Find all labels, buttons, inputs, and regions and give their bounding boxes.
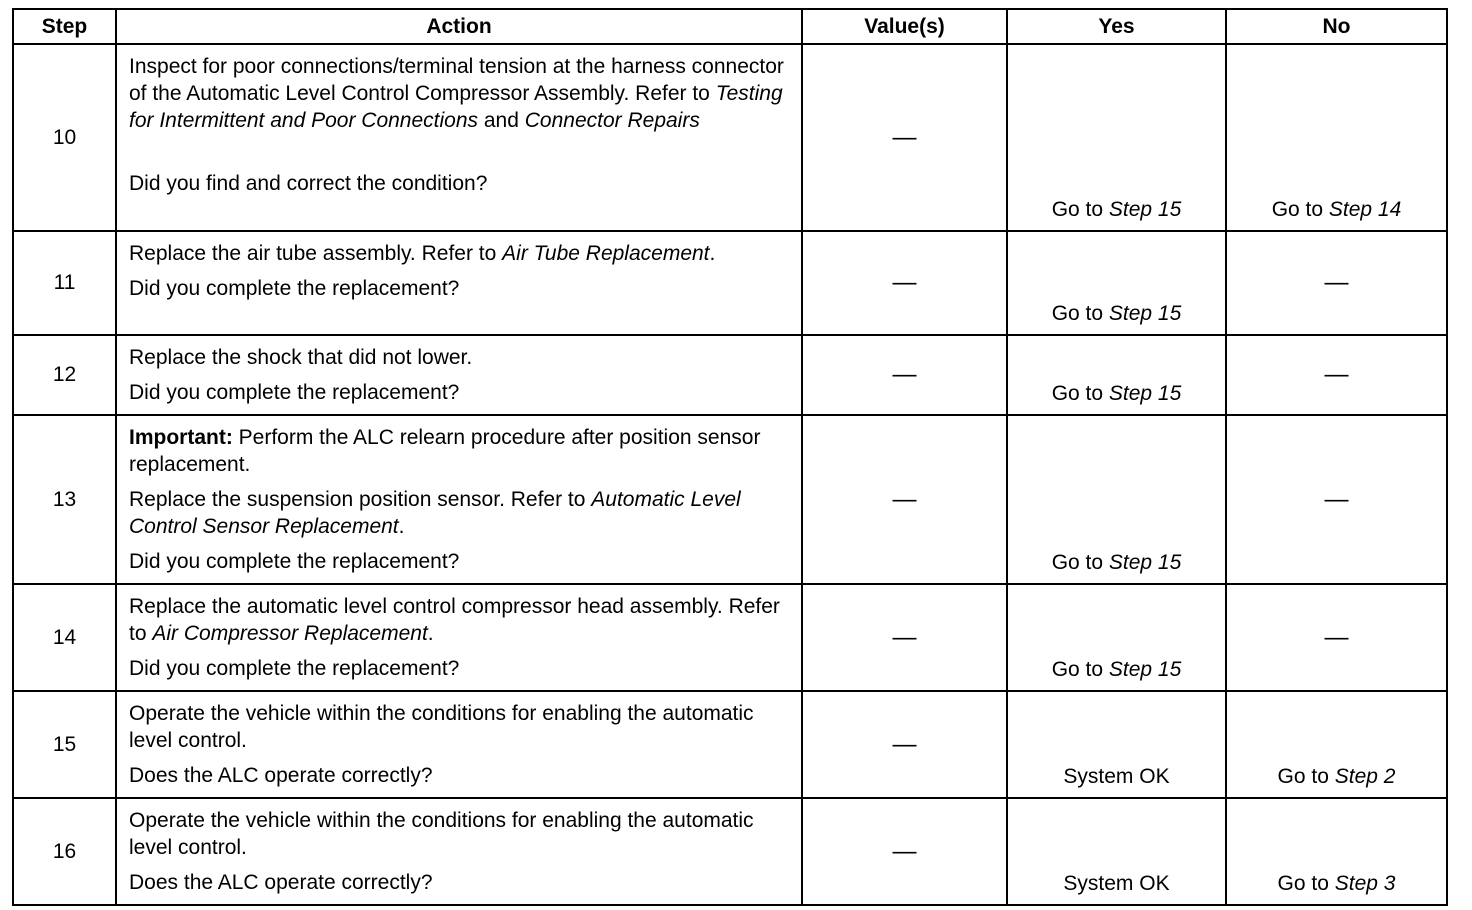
question-text: Did you complete the replacement? bbox=[129, 550, 460, 573]
action-cell bbox=[116, 415, 802, 584]
value-cell: — bbox=[802, 798, 1007, 905]
step-number: 13 bbox=[13, 415, 116, 584]
action-cell bbox=[116, 584, 802, 691]
header-no: No bbox=[1226, 9, 1447, 44]
step-number: 14 bbox=[13, 584, 116, 691]
action-cell bbox=[116, 691, 802, 798]
table-row bbox=[13, 335, 1447, 415]
value-cell: — bbox=[802, 335, 1007, 415]
no-cell: — bbox=[1226, 584, 1447, 691]
action-cell bbox=[116, 335, 802, 415]
yes-cell: Go to Step 15 bbox=[1007, 44, 1226, 231]
header-step: Step bbox=[13, 9, 116, 44]
question-text: Does the ALC operate correctly? bbox=[129, 871, 433, 894]
action-text: Operate the vehicle within the conditions for enabling the automatic level control. bbox=[129, 702, 754, 752]
header-row bbox=[13, 9, 1447, 44]
no-cell: Go to Step 14 bbox=[1226, 44, 1447, 231]
reference-link: Testing for Intermittent and Poor Connections bbox=[129, 82, 783, 132]
action-cell bbox=[116, 44, 802, 231]
action-text: Replace the automatic level control compressor head assembly. Refer to Air Compressor Replacement. bbox=[129, 595, 780, 645]
question-text: Did you complete the replacement? bbox=[129, 657, 460, 680]
important-label: Important: bbox=[129, 426, 233, 449]
yes-cell: Go to Step 15 bbox=[1007, 584, 1226, 691]
diagnostic-table bbox=[12, 8, 1448, 906]
question-text: Does the ALC operate correctly? bbox=[129, 764, 433, 787]
yes-cell: Go to Step 15 bbox=[1007, 335, 1226, 415]
header-action: Action bbox=[116, 9, 802, 44]
step-number: 15 bbox=[13, 691, 116, 798]
yes-cell: System OK bbox=[1007, 798, 1226, 905]
no-cell: Go to Step 3 bbox=[1226, 798, 1447, 905]
value-cell: — bbox=[802, 584, 1007, 691]
header-yes: Yes bbox=[1007, 9, 1226, 44]
action-cell bbox=[116, 231, 802, 335]
header-values: Value(s) bbox=[802, 9, 1007, 44]
table-row bbox=[13, 231, 1447, 335]
reference-link: Automatic Level Control Sensor Replacement bbox=[129, 488, 741, 538]
question-text: Did you find and correct the condition? bbox=[129, 172, 488, 195]
question-text: Did you complete the replacement? bbox=[129, 277, 460, 300]
no-cell: Go to Step 2 bbox=[1226, 691, 1447, 798]
step-number: 11 bbox=[13, 231, 116, 335]
action-cell bbox=[116, 798, 802, 905]
table-row bbox=[13, 798, 1447, 905]
step-number: 16 bbox=[13, 798, 116, 905]
action-text: Replace the suspension position sensor. Refer to Automatic Level Control Sensor Replacement. bbox=[129, 488, 741, 538]
value-cell: — bbox=[802, 415, 1007, 584]
action-text: Operate the vehicle within the conditions for enabling the automatic level control. bbox=[129, 809, 754, 859]
no-cell: — bbox=[1226, 231, 1447, 335]
question-text: Did you complete the replacement? bbox=[129, 381, 460, 404]
no-cell: — bbox=[1226, 415, 1447, 584]
table-row bbox=[13, 44, 1447, 231]
action-text: Inspect for poor connections/terminal tension at the harness connector of the Automatic Level Control Compressor Assembly. Refer to Testing for Intermittent and Poor Connections and Connector Repairs bbox=[129, 55, 784, 132]
action-text: Replace the air tube assembly. Refer to Air Tube Replacement. bbox=[129, 242, 716, 265]
reference-link: Air Tube Replacement bbox=[502, 242, 710, 265]
step-number: 12 bbox=[13, 335, 116, 415]
no-cell: — bbox=[1226, 335, 1447, 415]
value-cell: — bbox=[802, 44, 1007, 231]
table-row bbox=[13, 691, 1447, 798]
step-number: 10 bbox=[13, 44, 116, 231]
table-row bbox=[13, 584, 1447, 691]
important-note: Important: Perform the ALC relearn procedure after position sensor replacement. bbox=[129, 426, 761, 476]
yes-cell: Go to Step 15 bbox=[1007, 415, 1226, 584]
yes-cell: Go to Step 15 bbox=[1007, 231, 1226, 335]
value-cell: — bbox=[802, 691, 1007, 798]
reference-link: Air Compressor Replacement bbox=[152, 622, 428, 645]
yes-cell: System OK bbox=[1007, 691, 1226, 798]
table-row bbox=[13, 415, 1447, 584]
action-text: Replace the shock that did not lower. bbox=[129, 346, 473, 369]
reference-link: Connector Repairs bbox=[524, 109, 700, 132]
value-cell: — bbox=[802, 231, 1007, 335]
